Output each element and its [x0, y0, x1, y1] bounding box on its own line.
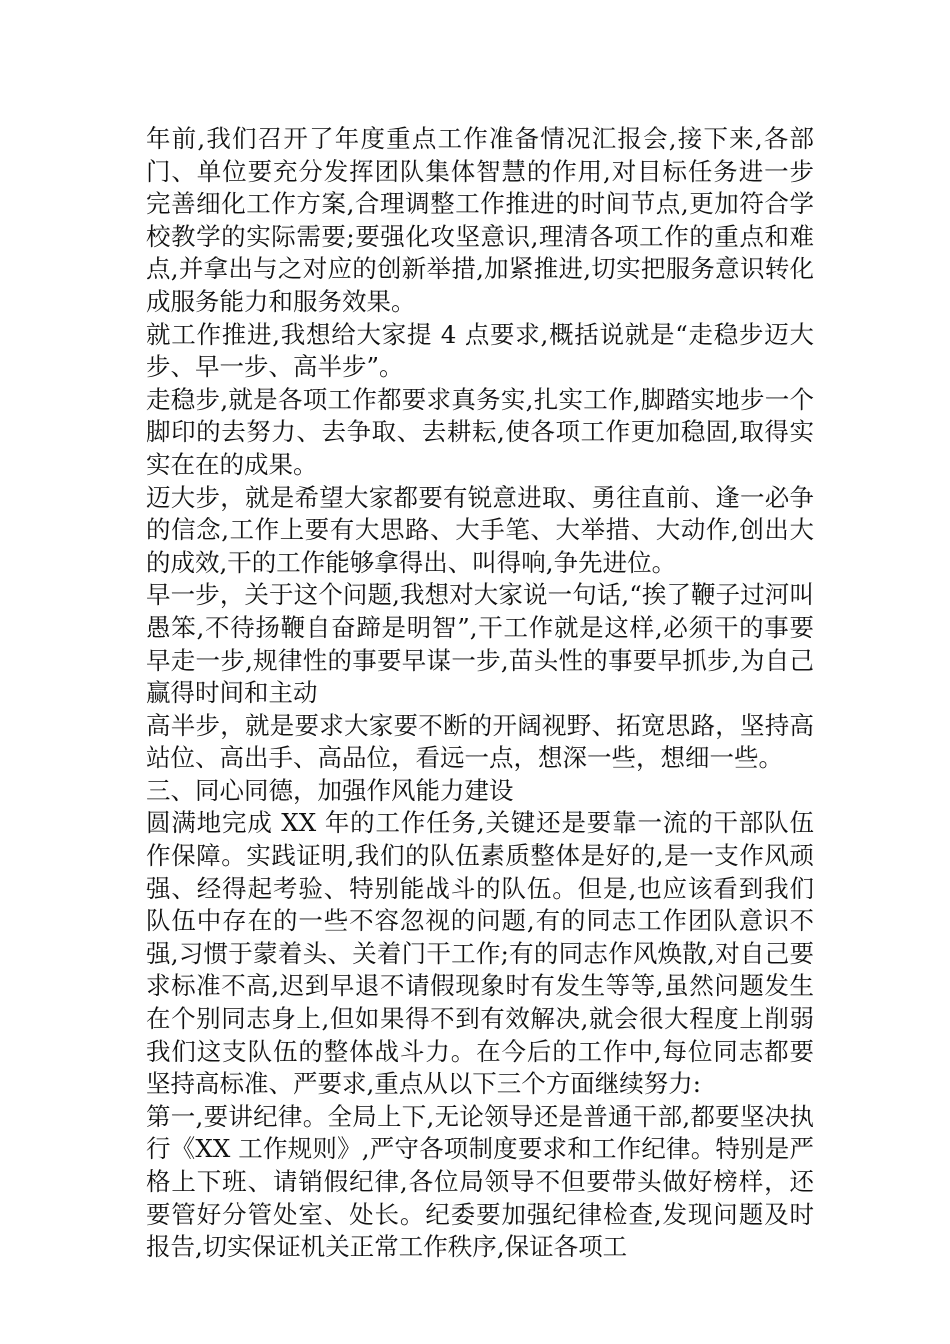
paragraph-half-step-higher: 高半步，就是要求大家要不断的开阔视野、拓宽思路，坚持高站位、高出手、高品位，看远一点，想深一些，想细一些。	[146, 710, 814, 773]
document-page	[146, 123, 814, 1264]
paragraph-big-step: 迈大步，就是希望大家都要有锐意进取、勇往直前、逢一必争的信念,工作上要有大思路、大手笔、大举措、大动作,创出大的成效,干的工作能够拿得出、叫得响,争先进位。	[146, 482, 814, 577]
paragraph-cadre-team: 圆满地完成 XX 年的工作任务,关键还是要靠一流的干部队伍作保障。实践证明,我们的队伍素质整体是好的,是一支作风顽强、经得起考验、特别能战斗的队伍。但是,也应该看到我们队伍中存在的一些不容忽视的问题,有的同志工作团队意识不强,习惯于蒙着头、关着门干工作;有的同志作风焕散,对自己要求标准不高,迟到早退不请假现象时有发生等等,虽然问题发生在个别同志身上,但如果得不到有效解决,就会很大程度上削弱我们这支队伍的整体战斗力。在今后的工作中,每位同志都要坚持高标准、严要求,重点从以下三个方面继续努力:	[146, 808, 814, 1099]
paragraph-discipline: 第一,要讲纪律。全局上下,无论领导还是普通干部,都要坚决执行《XX 工作规则》,严守各项制度要求和工作纪律。特别是严格上下班、请销假纪律,各位局领导不但要带头做好榜样，还要管好分管处室、处长。纪委要加强纪律检查,发现问题及时报告,切实保证机关正常工作秩序,保证各项工	[146, 1101, 814, 1262]
paragraph-steady-step: 走稳步,就是各项工作都要求真务实,扎实工作,脚踏实地步一个脚印的去努力、去争取、去耕耘,使各项工作更加稳固,取得实实在在的成果。	[146, 384, 814, 479]
paragraph-preparation-meeting: 年前,我们召开了年度重点工作准备情况汇报会,接下来,各部门、单位要充分发挥团队集体智慧的作用,对目标任务进一步完善细化工作方案,合理调整工作推进的时间节点,更加符合学校教学的实际需要;要强化攻坚意识,理清各项工作的重点和难点,并拿出与之对应的创新举措,加紧推进,切实把服务意识转化成服务能力和服务效果。	[146, 124, 814, 316]
paragraph-early-step: 早一步，关于这个问题,我想对大家说一句话,“挨了鞭子过河叫愚笨,不待扬鞭自奋蹄是明智”,干工作就是这样,必须干的事要早走一步,规律性的事要早谋一步,苗头性的事要早抓步,为自己赢得时间和主动	[146, 580, 814, 708]
paragraph-four-requirements: 就工作推进,我想给大家提 4 点要求,概括说就是“走稳步迈大步、早一步、高半步”。	[146, 319, 814, 382]
section-heading-work-style: 三、同心同德，加强作风能力建设	[146, 775, 514, 805]
